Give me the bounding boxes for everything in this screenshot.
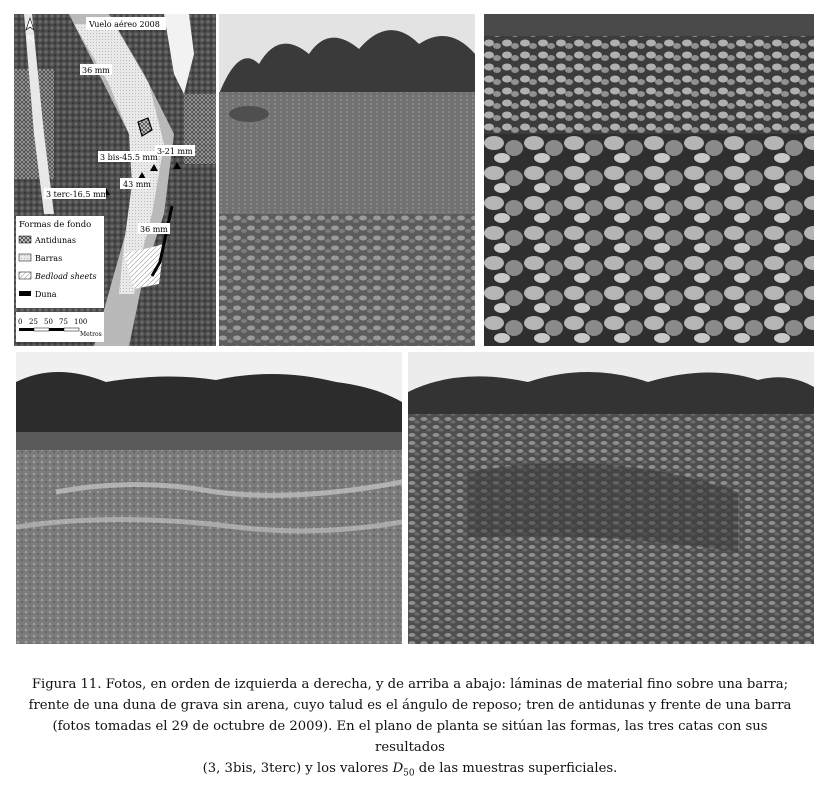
caption-d-subscript: 50 [403,768,415,779]
map-label-3bis: 3 bis-45.5 mm [100,153,158,162]
legend-duna: Duna [35,290,57,299]
caption-line-4-post: de las muestras superficiales. [414,761,618,776]
map-label-36mm-top: 36 mm [82,66,110,75]
aerial-map [14,14,216,346]
scale-tick-75: 75 [59,318,68,326]
photo-gravel-dune-front [484,14,814,346]
legend-barras: Barras [35,254,63,263]
map-title: Vuelo aéreo 2008 [89,20,160,29]
legend-title: Formas de fondo [19,220,92,230]
photo-antidune-train [16,352,402,644]
map-label-43mm: 43 mm [123,180,151,189]
map-label-36mm-bottom: 36 mm [140,225,168,234]
caption-line-3: (fotos tomadas el 29 de octubre de 2009). En el plano de planta se sitúan las formas, las tres catas con sus resultados [52,719,768,755]
scale-tick-50: 50 [44,318,53,326]
legend-antidunas: Antidunas [35,236,77,245]
caption-d-symbol: D [392,761,404,776]
caption-line-2: frente de una duna de grava sin arena, cuyo talud es el ángulo de reposo; tren de antidunas y frente de una barra [28,698,792,713]
caption-line-1: Figura 11. Fotos, en orden de izquierda a derecha, y de arriba a abajo: láminas de material fino sobre una barra; [31,677,789,692]
legend-bedload-sheets: Bedload sheets [35,272,97,281]
photo-bar-fine-material [219,14,475,346]
scale-unit: Metros [80,331,102,338]
svg-text:N: N [27,35,35,45]
scale-tick-25: 25 [29,318,38,326]
photo-bar-front [408,352,814,644]
caption-line-4-pre: (3, 3bis, 3terc) y los valores [202,761,393,776]
scale-tick-0: 0 [18,318,23,326]
scale-tick-100: 100 [74,318,88,326]
figure-caption [20,674,800,785]
map-label-3-21: 3-21 mm [157,147,193,156]
map-label-3terc: 3 terc-16.5 mm [46,190,109,199]
